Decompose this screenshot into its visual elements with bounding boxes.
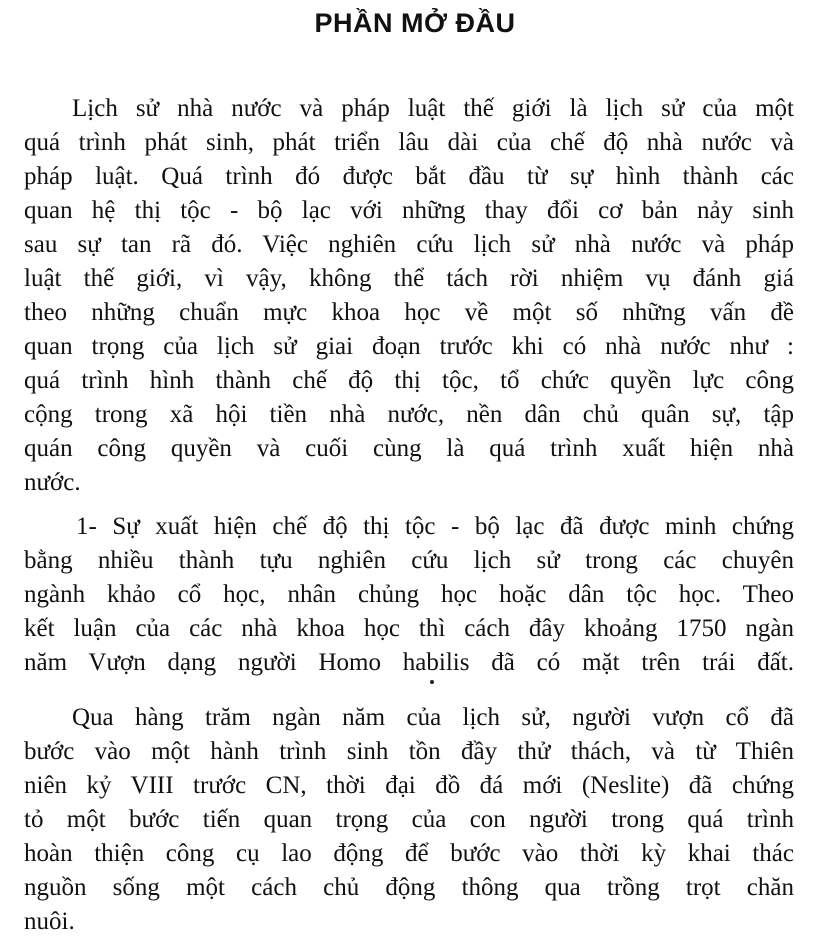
paragraph-3 <box>24 701 794 939</box>
paragraph-line: ngành khảo cổ học, nhân chủng học hoặc dân tộc học. Theo <box>24 581 794 608</box>
paragraph-line: hoàn thiện công cụ lao động để bước vào thời kỳ khai thác <box>24 840 794 867</box>
paragraph-line: quá trình phát sinh, phát triển lâu dài của chế độ nhà nước và <box>24 129 794 156</box>
paragraph-line: sau sự tan rã đó. Việc nghiên cứu lịch sử nhà nước và pháp <box>24 231 794 258</box>
paragraph-line: quán công quyền và cuối cùng là quá trình xuất hiện nhà <box>24 435 794 462</box>
paragraph-line: quan hệ thị tộc - bộ lạc với những thay đổi cơ bản nảy sinh <box>24 197 794 224</box>
paragraph-line: Qua hàng trăm ngàn năm của lịch sử, người vượn cổ đã <box>72 704 794 731</box>
paragraph-line: pháp luật. Quá trình đó được bắt đầu từ sự hình thành các <box>24 163 794 190</box>
paragraph-line: tỏ một bước tiến quan trọng của con người trong quá trình <box>24 806 794 833</box>
paragraph-line: cộng trong xã hội tiền nhà nước, nền dân chủ quân sự, tập <box>24 401 794 428</box>
paragraph-line: năm Vượn dạng người Homo habilis đã có mặt trên trái đất. <box>24 649 794 676</box>
paragraph-line: bằng nhiều thành tựu nghiên cứu lịch sử trong các chuyên <box>24 547 794 574</box>
paragraph-1 <box>24 92 794 500</box>
paragraph-line: niên kỷ VIII trước CN, thời đại đồ đá mới (Neslite) đã chứng <box>24 772 794 799</box>
paragraph-line: Lịch sử nhà nước và pháp luật thế giới là lịch sử của một <box>72 95 794 122</box>
paragraph-line: nguồn sống một cách chủ động thông qua trồng trọt chăn <box>24 874 794 901</box>
paragraph-line: luật thế giới, vì vậy, không thể tách rời nhiệm vụ đánh giá <box>24 265 794 292</box>
paragraph-line: theo những chuẩn mực khoa học về một số những vấn đề <box>24 299 794 326</box>
stray-dot <box>430 680 434 684</box>
paragraph-2 <box>24 510 794 680</box>
paragraph-line: nước. <box>24 469 81 496</box>
paragraph-line: 1- Sự xuất hiện chế độ thị tộc - bộ lạc đã được minh chứng <box>76 513 794 540</box>
paragraph-line: nuôi. <box>24 908 75 935</box>
paragraph-line: quá trình hình thành chế độ thị tộc, tổ chức quyền lực công <box>24 367 794 394</box>
paragraph-line: bước vào một hành trình sinh tồn đầy thử thách, và từ Thiên <box>24 738 794 765</box>
paragraph-line: kết luận của các nhà khoa học thì cách đây khoảng 1750 ngàn <box>24 615 794 642</box>
paragraph-line: quan trọng của lịch sử giai đoạn trước khi có nhà nước như : <box>24 333 794 360</box>
page-title: PHẦN MỞ ĐẦU <box>314 8 516 38</box>
